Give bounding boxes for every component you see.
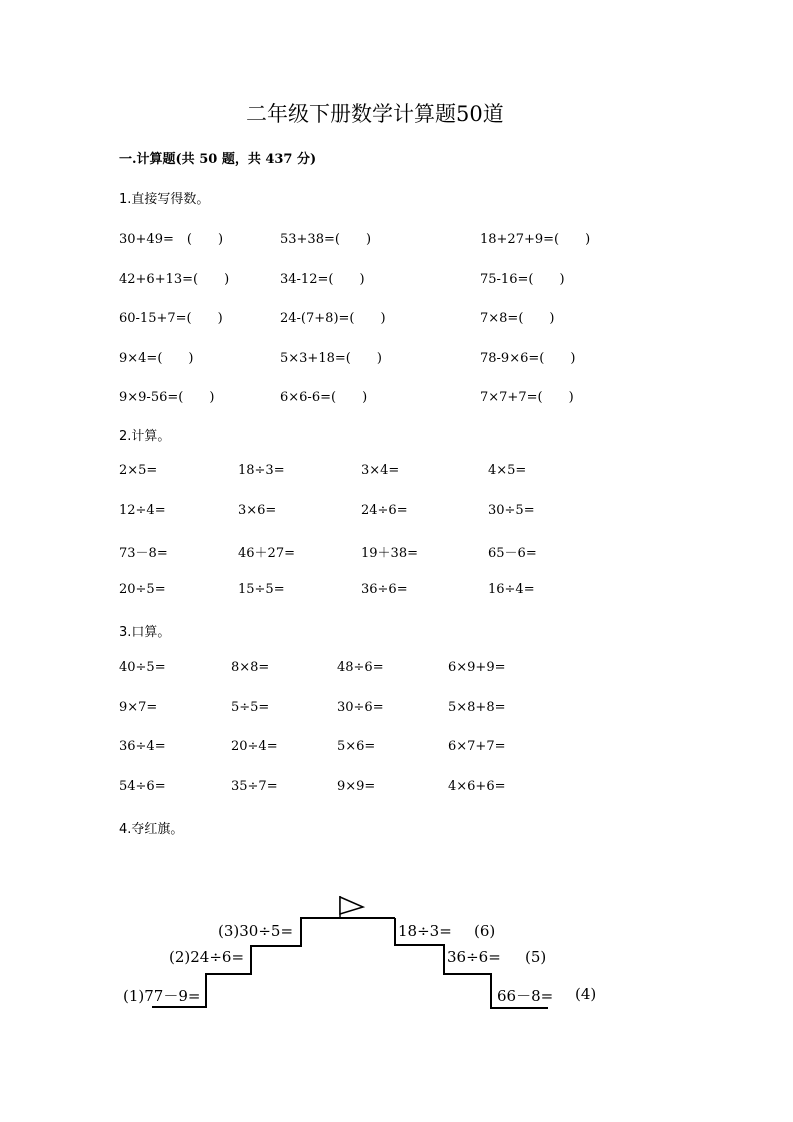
q3-problem-item: 35÷7= xyxy=(231,778,278,794)
flag-icon xyxy=(340,897,363,914)
q2-problem-item: 3×4= xyxy=(361,463,400,478)
step-5-expression: 36÷6= xyxy=(447,948,501,966)
q2-problem-item: 19＋38= xyxy=(361,546,418,561)
q3-problem-item: 5×6= xyxy=(337,739,376,754)
q3-problem-item: 30÷6= xyxy=(337,699,384,715)
step-4-expression: 66－8= xyxy=(497,987,554,1005)
q3-problem-item: 5×8+8= xyxy=(448,699,506,715)
step-6-number: (6) xyxy=(474,922,496,940)
q1-problem-item: 34-12=( ) xyxy=(280,271,365,287)
q1-problem-item: 6×6-6=( ) xyxy=(280,390,368,405)
q1-problem-item: 7×8=( ) xyxy=(480,311,555,326)
q1-problem-item: 75-16=( ) xyxy=(480,271,565,287)
q3-problem-item: 6×9+9= xyxy=(448,660,506,675)
q2-problem-item: 18÷3= xyxy=(238,463,285,478)
q3-problem-item: 48÷6= xyxy=(337,660,384,675)
q3-problem-item: 40÷5= xyxy=(119,660,166,675)
q2-problem-item: 4×5= xyxy=(488,463,527,478)
q1-problem-item: 53+38=( ) xyxy=(280,232,372,247)
q4-heading: 4.夺红旗。 xyxy=(119,822,184,837)
q3-problem-item: 36÷4= xyxy=(119,739,166,754)
q3-problem-item: 54÷6= xyxy=(119,778,166,794)
q2-problem-item: 36÷6= xyxy=(361,581,408,597)
q1-problem-item: 9×9-56=( ) xyxy=(119,390,215,405)
q2-problem-item: 16÷4= xyxy=(488,581,535,597)
q1-problem-item: 42+6+13=( ) xyxy=(119,271,230,287)
q1-problem-item: 60-15+7=( ) xyxy=(119,311,223,326)
page-title: 二年级下册数学计算题50道 xyxy=(246,102,504,126)
q3-problem-item: 5÷5= xyxy=(231,699,270,715)
q3-problem-item: 4×6+6= xyxy=(448,778,506,794)
q2-problem-item: 2×5= xyxy=(119,463,158,478)
step-5-number: (5) xyxy=(525,948,547,966)
q1-problem-item: 24-(7+8)=( ) xyxy=(280,311,386,326)
step-1-label: (1)77－9= xyxy=(123,987,201,1005)
q2-heading: 2.计算。 xyxy=(119,429,171,444)
q3-problem-item: 20÷4= xyxy=(231,739,278,754)
step-6-expression: 18÷3= xyxy=(398,922,452,940)
q1-problem-item: 7×7+7=( ) xyxy=(480,390,574,405)
q2-problem-item: 24÷6= xyxy=(361,502,408,518)
step-2-label: (2)24÷6= xyxy=(169,948,245,966)
q2-problem-item: 3×6= xyxy=(238,502,277,518)
q2-problem-item: 20÷5= xyxy=(119,581,166,597)
q3-problem-item: 6×7+7= xyxy=(448,739,506,754)
q1-heading: 1.直接写得数。 xyxy=(119,192,210,207)
q1-problem-item: 18+27+9=( ) xyxy=(480,232,591,247)
q1-problem-item: 78-9×6=( ) xyxy=(480,350,576,366)
q1-problem-item: 30+49= ( ) xyxy=(119,232,224,247)
q3-problem-item: 9×9= xyxy=(337,778,376,794)
q2-problem-item: 12÷4= xyxy=(119,502,166,518)
step-3-label: (3)30÷5= xyxy=(218,922,294,940)
q2-problem-item: 46＋27= xyxy=(238,546,295,561)
q3-problem-item: 8×8= xyxy=(231,660,270,675)
q2-problem-item: 73－8= xyxy=(119,546,168,561)
q2-problem-item: 65－6= xyxy=(488,546,537,561)
q2-problem-item: 15÷5= xyxy=(238,581,285,597)
section-heading: 一.计算题(共 50 题，共 437 分) xyxy=(119,152,317,167)
q1-problem-item: 9×4=( ) xyxy=(119,350,194,366)
q1-problem-item: 5×3+18=( ) xyxy=(280,350,382,366)
q2-problem-item: 30÷5= xyxy=(488,502,535,518)
step-4-number: (4) xyxy=(575,985,597,1003)
q3-problem-item: 9×7= xyxy=(119,699,158,715)
q3-heading: 3.口算。 xyxy=(119,625,171,640)
